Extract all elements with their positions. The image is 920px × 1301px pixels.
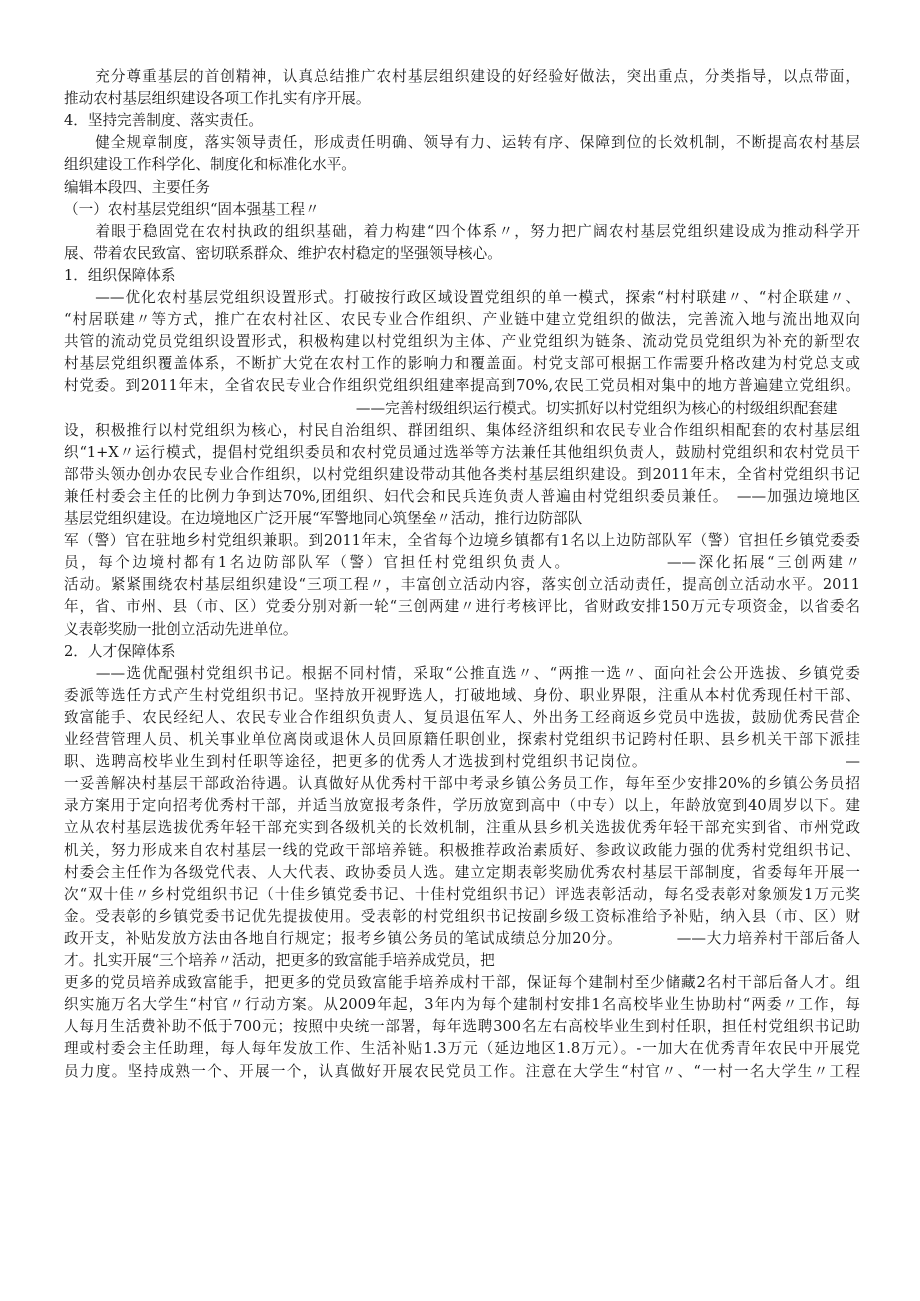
text-line: 村基层党组织覆盖体系，不断扩大党在农村工作的影响力和覆盖面。村党支部可根据工作需要升格改建为村党总支或 [64, 355, 860, 373]
text-line: 展、带着农民致富、密切联系群众、维护农村稳定的坚强领导核心。 [64, 244, 502, 262]
text-line: 理或村委会主任助理，每人每年发放工作、生活补贴1.3万元（延边地区1.8万元）。-一加大在优秀青年农民中开展党 [64, 1040, 860, 1058]
text-line: 致富能手、农民经纪人、农民专业合作组织负责人、复员退伍军人、外出务工经商返乡党员中选拔，鼓励优秀民营企 [64, 708, 860, 726]
text-line: 共管的流动党员党组织设置形式，积极构建以村党组织为主体、产业党组织为链条、流动党员党组织为补充的新型农 [64, 333, 860, 351]
text-line: 活动。紧紧围绕农村基层组织建设“三项工程〃，丰富创立活动内容，落实创立活动责任，提高创立活动水平。2011 [64, 576, 860, 594]
text-line: 年，省、市州、县（市、区）党委分别对新一轮“三创两建〃进行考核评比，省财政安排150万元专项资金，以省委名 [64, 598, 860, 616]
text-line: 组织建设工作科学化、制度化和标准化水平。 [64, 156, 356, 174]
text-line: 推动农村基层组织建设各项工作扎实有序开展。 [64, 90, 371, 108]
text-line: 更多的党员培养成致富能手，把更多的党员致富能手培养成村干部，保证每个建制村至少储藏2名村干部后备人才。组 [64, 974, 860, 992]
text-line: 1．组织保障体系 [64, 266, 176, 284]
text-line: 职、选聘高校毕业生到村任职等途径，把更多的优秀人才选拔到村党组织书记岗位。 — [64, 753, 860, 771]
text-line: 设，积极推行以村党组织为核心，村民自治组织、群团组织、集体经济组织和农民专业合作组织相配套的农村基层组 [64, 421, 860, 439]
text-line: 立从农村基层选拔优秀年轻干部充实到各级机关的长效机制，注重从县乡机关选拔优秀年轻干部充实到省、市州党政 [64, 819, 860, 837]
text-line: 义表彰奖励一批创立活动先进单位。 [64, 620, 298, 638]
text-line: ——优化农村基层党组织设置形式。打破按行政区域设置党组织的单一模式，探索“村村联建〃、“村企联建〃、 [64, 289, 860, 306]
text-line: 织实施万名大学生“村官〃行动方案。从2009年起，3年内为每个建制村安排1名高校毕业生协助村“两委〃工作，每 [64, 996, 860, 1014]
text-line: 军（警）官在驻地乡村党组织兼职。到2011年末，全省每个边境乡镇都有1名以上边防部队军（警）官担任乡镇党委委 [64, 532, 860, 550]
text-line: ——完善村级组织运行模式。切实抓好以村党组织为核心的村级组织配套建 [64, 399, 838, 417]
text-line: 政开支，补贴发放方法由各地自行规定；报考乡镇公务员的笔试成绩总分加20分。 ——大力培养村干部后备人 [64, 929, 860, 947]
text-line: 录方案用于定向招考优秀村干部，并适当放宽报考条件，学历放宽到高中（中专）以上，年龄放宽到40周岁以下。建 [64, 797, 860, 815]
text-line: 着眼于稳固党在农村执政的组织基础，着力构建“四个体系〃，努力把广阔农村基层党组织建设成为推动科学开 [64, 222, 860, 240]
text-line: 次“双十佳〃乡村党组织书记（十佳乡镇党委书记、十佳村党组织书记）评选表彰活动，每名受表彰对象颁发1万元奖 [64, 885, 860, 903]
text-line: 健全规章制度，落实领导责任，形成责任明确、领导有力、运转有序、保障到位的长效机制，不断提高农村基层 [64, 134, 860, 152]
text-line: 村党委。到2011年末，全省农民专业合作组织党组织组建率提高到70%,农民工党员相对集中的地方普遍建立党组织。 [64, 377, 860, 395]
text-line: 才。扎实开展“三个培养〃活动，把更多的致富能手培养成党员，把 [64, 952, 495, 969]
text-line: 员，每个边境村都有1名边防部队军（警）官担任村党组织负责人。 ——深化拓展“三创两建〃 [64, 554, 860, 572]
text-line: 基层党组织建设。在边境地区广泛开展“军警地同心筑堡垒〃活动，推行边防部队 [64, 510, 583, 527]
text-line: 充分尊重基层的首创精神，认真总结推广农村基层组织建设的好经验好做法，突出重点，分类指导，以点带面， [64, 68, 860, 85]
text-line: 委派等选任方式产生村党组织书记。坚持放开视野选人，打破地域、身份、职业界限，注重从本村优秀现任村干部、 [64, 686, 860, 704]
text-line: 4．坚持完善制度、落实责任。 [64, 112, 264, 130]
text-line: 机关，努力形成来自农村基层一线的党政干部培养链。积极推荐政治素质好、参政议政能力强的优秀村党组织书记、 [64, 841, 860, 859]
text-line: 一妥善解决村基层干部政治待遇。认真做好从优秀村干部中考录乡镇公务员工作，每年至少安排20%的乡镇公务员招 [64, 775, 860, 793]
text-line: 村委会主任作为各级党代表、人大代表、政协委员人选。建立定期表彰奖励优秀农村基层干部制度，省委每年开展一 [64, 863, 860, 881]
text-line: 织“1+X〃运行模式，提倡村党组织委员和农村党员通过选举等方法兼任其他组织负责人，鼓励村党组织和农村党员干 [64, 443, 860, 461]
text-line: 员力度。坚持成熟一个、开展一个，认真做好开展农民党员工作。注意在大学生“村官〃、“一村一名大学生〃工程 [64, 1062, 860, 1080]
text-line: “村居联建〃等方式，推广在农村社区、农民专业合作组织、产业链中建立党组织的做法，完善流入地与流出地双向 [64, 311, 860, 329]
text-line: （一）农村基层党组织“固本强基工程〃 [64, 200, 320, 218]
text-line: 金。受表彰的乡镇党委书记优先提拔使用。受表彰的村党组织书记按副乡级工资标准给予补贴，纳入县（市、区）财 [64, 907, 860, 925]
text-line: 部带头领办创办农民专业合作组织，以村党组织建设带动其他各类村基层组织建设。到2011年末，全省村党组织书记 [64, 465, 860, 483]
text-line: 2．人才保障体系 [64, 642, 176, 660]
text-line: ——选优配强村党组织书记。根据不同村情，采取“公推直选〃、“两推一选〃、面向社会公开选拔、乡镇党委 [64, 664, 860, 682]
text-line: 业经营管理人员、机关事业单位离岗或退休人员回原籍任职创业，探索村党组织书记跨村任职、县乡机关干部下派挂 [64, 731, 860, 748]
text-line: 人每月生活费补助不低于700元；按照中央统一部署，每年选聘300名左右高校毕业生到村任职，担任村党组织书记助 [64, 1018, 860, 1036]
text-line: 兼任村委会主任的比例力争到达70%,团组织、妇代会和民兵连负责人普遍由村党组织委员兼任。 ——加强边境地区 [64, 487, 860, 505]
text-line: 编辑本段四、主要任务 [64, 178, 210, 196]
